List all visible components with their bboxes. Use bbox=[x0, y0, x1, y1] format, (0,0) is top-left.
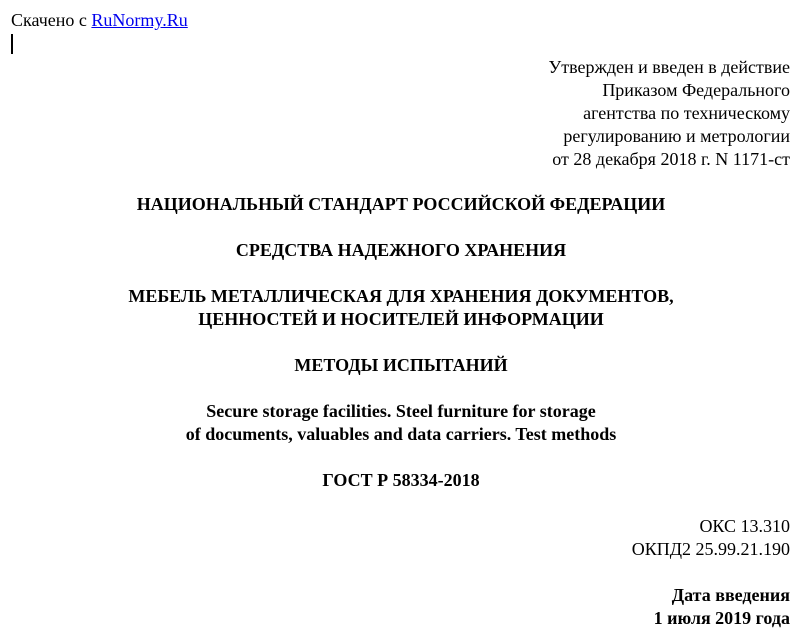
introduction-date: 1 июля 2019 года bbox=[653, 608, 790, 628]
source-link[interactable]: RuNormy.Ru bbox=[91, 10, 188, 30]
standard-title-line: МЕБЕЛЬ МЕТАЛЛИЧЕСКАЯ ДЛЯ ХРАНЕНИЯ ДОКУМЕНТОВ, bbox=[128, 286, 674, 306]
introduction-date-block bbox=[654, 584, 790, 630]
okpd2-code: ОКПД2 25.99.21.190 bbox=[631, 539, 790, 559]
approval-line: агентства по техническому bbox=[583, 103, 790, 123]
english-title-line: Secure storage facilities. Steel furniture for storage bbox=[206, 401, 596, 421]
english-title-line: of documents, valuables and data carriers. Test methods bbox=[185, 424, 617, 444]
introduction-label: Дата введения bbox=[671, 585, 790, 605]
standard-subject: СРЕДСТВА НАДЕЖНОГО ХРАНЕНИЯ bbox=[235, 240, 567, 260]
classification-codes bbox=[632, 515, 790, 561]
text-cursor bbox=[11, 34, 13, 54]
approval-line: регулированию и метрологии bbox=[563, 126, 790, 146]
approval-block bbox=[430, 56, 790, 171]
approval-line: от 28 декабря 2018 г. N 1171-ст bbox=[552, 149, 790, 169]
standard-title bbox=[0, 285, 802, 331]
standard-methods: МЕТОДЫ ИСПЫТАНИЙ bbox=[294, 355, 508, 375]
standard-heading: НАЦИОНАЛЬНЫЙ СТАНДАРТ РОССИЙСКОЙ ФЕДЕРАЦИИ bbox=[136, 194, 666, 214]
source-line bbox=[11, 9, 188, 32]
oks-code: ОКС 13.310 bbox=[699, 516, 790, 536]
standard-designation: ГОСТ Р 58334-2018 bbox=[322, 470, 480, 490]
approval-line: Утвержден и введен в действие bbox=[548, 57, 790, 77]
source-prefix: Скачено с bbox=[11, 10, 92, 30]
standard-title-line: ЦЕННОСТЕЙ И НОСИТЕЛЕЙ ИНФОРМАЦИИ bbox=[198, 309, 604, 329]
english-title bbox=[0, 400, 802, 446]
approval-line: Приказом Федерального bbox=[602, 80, 790, 100]
